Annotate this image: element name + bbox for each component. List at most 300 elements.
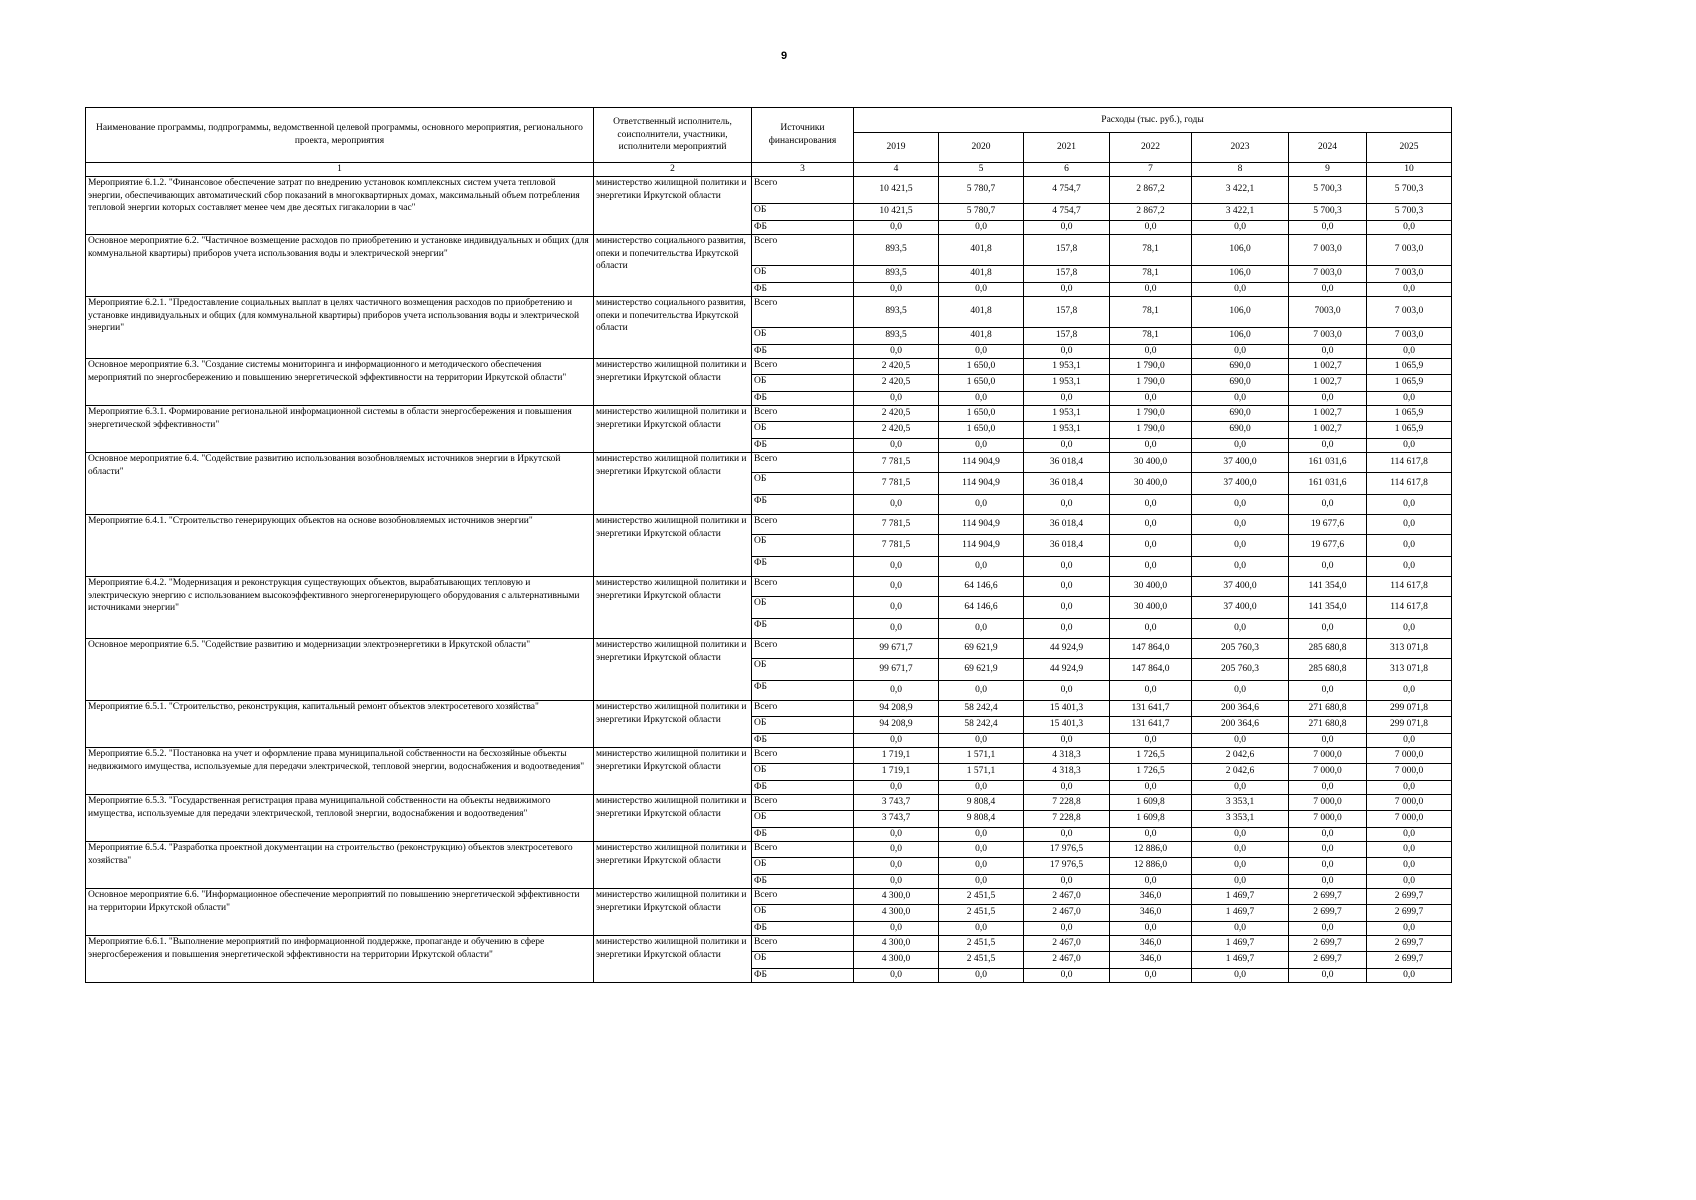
column-index: 10 (1367, 163, 1452, 177)
expense-value: 2 467,0 (1024, 888, 1110, 904)
expense-value: 346,0 (1110, 951, 1192, 968)
expense-value: 7 003,0 (1367, 296, 1452, 327)
funding-source: Всего (752, 452, 854, 472)
expense-value: 0,0 (1289, 494, 1367, 514)
expense-value: 0,0 (1192, 344, 1289, 358)
funding-source: ФБ (752, 282, 854, 296)
expense-value: 0,0 (1367, 680, 1452, 700)
expense-value: 0,0 (1367, 534, 1452, 556)
expense-value: 114 617,8 (1367, 472, 1452, 494)
expense-value: 0,0 (1024, 494, 1110, 514)
expense-value: 0,0 (1110, 534, 1192, 556)
expense-value: 7 781,5 (854, 514, 939, 534)
expense-value: 1 790,0 (1110, 374, 1192, 391)
expense-value: 4 300,0 (854, 888, 939, 904)
funding-source: Всего (752, 514, 854, 534)
expense-value: 5 700,3 (1289, 176, 1367, 203)
expense-value: 0,0 (1024, 220, 1110, 234)
expense-value: 2 699,7 (1289, 904, 1367, 921)
funding-source: ОБ (752, 857, 854, 874)
expense-value: 12 886,0 (1110, 841, 1192, 857)
expense-value: 4 300,0 (854, 935, 939, 951)
expense-value: 4 318,3 (1024, 747, 1110, 763)
expense-value: 0,0 (1024, 780, 1110, 794)
measure-name: Мероприятие 6.4.2. "Модернизация и реконструкция существующих объектов, вырабатывающих тепловую и электрическую энергию с использованием высокоэффективного энергогенерирующего оборудования с альтернативными источниками энергии" (86, 576, 594, 638)
expense-value: 44 924,9 (1024, 638, 1110, 658)
table-row (86, 452, 1452, 472)
measure-name: Мероприятие 6.4.1. "Строительство генерирующих объектов на основе возобновляемых источников энергии" (86, 514, 594, 576)
expense-value: 0,0 (939, 857, 1024, 874)
table-row (86, 296, 1452, 327)
expense-value: 30 400,0 (1110, 472, 1192, 494)
expense-value: 2 451,5 (939, 904, 1024, 921)
expense-value: 36 018,4 (1024, 472, 1110, 494)
expense-value: 1 650,0 (939, 358, 1024, 374)
expense-value: 0,0 (854, 220, 939, 234)
expense-value: 0,0 (939, 438, 1024, 452)
expense-value: 1 719,1 (854, 747, 939, 763)
expense-value: 893,5 (854, 327, 939, 344)
table-row (86, 888, 1452, 904)
expense-value: 0,0 (854, 618, 939, 638)
expense-value: 106,0 (1192, 265, 1289, 282)
expense-value: 0,0 (1110, 618, 1192, 638)
table-row (86, 576, 1452, 596)
header-expenses: Расходы (тыс. руб.), годы (854, 108, 1452, 133)
expense-value: 4 754,7 (1024, 203, 1110, 220)
expense-value: 2 451,5 (939, 951, 1024, 968)
expense-value: 0,0 (1110, 680, 1192, 700)
expense-value: 7 003,0 (1289, 265, 1367, 282)
expense-value: 205 760,3 (1192, 638, 1289, 658)
expense-value: 2 699,7 (1367, 951, 1452, 968)
expense-value: 157,8 (1024, 327, 1110, 344)
expense-value: 0,0 (1367, 780, 1452, 794)
responsible-executor: министерство жилищной политики и энергетики Иркутской области (594, 514, 752, 576)
expense-value: 5 780,7 (939, 203, 1024, 220)
expense-value: 0,0 (1367, 220, 1452, 234)
funding-source: ФБ (752, 780, 854, 794)
funding-source: ОБ (752, 265, 854, 282)
expense-value: 1 571,1 (939, 763, 1024, 780)
expense-value: 0,0 (1367, 556, 1452, 576)
funding-source: ФБ (752, 827, 854, 841)
header-year: 2024 (1289, 133, 1367, 163)
expense-value: 0,0 (1024, 391, 1110, 405)
responsible-executor: министерство жилищной политики и энергетики Иркутской области (594, 405, 752, 452)
expense-value: 0,0 (939, 391, 1024, 405)
expense-value: 0,0 (1289, 344, 1367, 358)
expense-value: 114 904,9 (939, 452, 1024, 472)
funding-source: ФБ (752, 733, 854, 747)
header-name: Наименование программы, подпрограммы, ведомственной целевой программы, основного мероприятия, регионального проекта, мероприятия (86, 108, 594, 163)
header-year: 2025 (1367, 133, 1452, 163)
expense-value: 7 000,0 (1367, 747, 1452, 763)
expense-value: 1 065,9 (1367, 374, 1452, 391)
funding-source: ОБ (752, 327, 854, 344)
expense-value: 37 400,0 (1192, 472, 1289, 494)
header-year: 2021 (1024, 133, 1110, 163)
expense-value: 346,0 (1110, 935, 1192, 951)
expense-value: 0,0 (1110, 282, 1192, 296)
expense-value: 1 790,0 (1110, 358, 1192, 374)
expense-value: 0,0 (1192, 874, 1289, 888)
expense-value: 1 650,0 (939, 421, 1024, 438)
responsible-executor: министерство жилищной политики и энергетики Иркутской области (594, 747, 752, 794)
expense-value: 0,0 (1110, 968, 1192, 982)
funding-source: Всего (752, 405, 854, 421)
expense-value: 94 208,9 (854, 716, 939, 733)
expense-value: 9 808,4 (939, 794, 1024, 810)
measure-name: Мероприятие 6.5.3. "Государственная регистрация права муниципальной собственности на объекты недвижимого имущества, используемые для передачи электрической, тепловой энергии, водоснабжения и водоотведения" (86, 794, 594, 841)
expense-value: 0,0 (854, 841, 939, 857)
expense-value: 0,0 (1192, 733, 1289, 747)
expense-value: 0,0 (1110, 438, 1192, 452)
expense-value: 0,0 (1024, 921, 1110, 935)
funding-source: Всего (752, 234, 854, 265)
measure-name: Основное мероприятие 6.4. "Содействие развитию использования возобновляемых источников энергии в Иркутской области" (86, 452, 594, 514)
funding-source: ОБ (752, 374, 854, 391)
expense-value: 2 699,7 (1367, 935, 1452, 951)
funding-source: ОБ (752, 472, 854, 494)
expense-value: 285 680,8 (1289, 658, 1367, 680)
expense-value: 346,0 (1110, 888, 1192, 904)
header-year: 2019 (854, 133, 939, 163)
expense-value: 0,0 (939, 556, 1024, 576)
expense-value: 0,0 (1110, 391, 1192, 405)
header-source: Источники финансирования (752, 108, 854, 163)
expense-value: 0,0 (1289, 827, 1367, 841)
expense-value: 0,0 (1110, 556, 1192, 576)
expense-value: 1 953,1 (1024, 421, 1110, 438)
funding-source: ОБ (752, 596, 854, 618)
responsible-executor: министерство жилищной политики и энергетики Иркутской области (594, 576, 752, 638)
column-index: 9 (1289, 163, 1367, 177)
expense-value: 10 421,5 (854, 203, 939, 220)
expense-value: 0,0 (1024, 282, 1110, 296)
page-number: 9 (780, 50, 788, 62)
expense-value: 1 571,1 (939, 747, 1024, 763)
expense-value: 0,0 (1110, 514, 1192, 534)
expense-value: 0,0 (1192, 534, 1289, 556)
expense-value: 69 621,9 (939, 658, 1024, 680)
expense-value: 271 680,8 (1289, 700, 1367, 716)
expense-value: 0,0 (1289, 220, 1367, 234)
expense-value: 19 677,6 (1289, 534, 1367, 556)
column-index: 8 (1192, 163, 1289, 177)
expense-value: 0,0 (939, 618, 1024, 638)
expense-value: 0,0 (1289, 841, 1367, 857)
column-index: 5 (939, 163, 1024, 177)
responsible-executor: министерство жилищной политики и энергетики Иркутской области (594, 935, 752, 982)
expense-value: 2 699,7 (1367, 888, 1452, 904)
expense-value: 0,0 (1024, 344, 1110, 358)
expense-value: 94 208,9 (854, 700, 939, 716)
expense-value: 313 071,8 (1367, 658, 1452, 680)
expense-value: 0,0 (854, 556, 939, 576)
expense-value: 299 071,8 (1367, 716, 1452, 733)
expense-value: 1 065,9 (1367, 405, 1452, 421)
expense-value: 0,0 (1110, 344, 1192, 358)
expense-value: 12 886,0 (1110, 857, 1192, 874)
expense-value: 78,1 (1110, 296, 1192, 327)
expense-value: 30 400,0 (1110, 576, 1192, 596)
responsible-executor: министерство жилищной политики и энергетики Иркутской области (594, 841, 752, 888)
expense-value: 0,0 (939, 733, 1024, 747)
expense-value: 37 400,0 (1192, 452, 1289, 472)
funding-source: ОБ (752, 763, 854, 780)
table-row (86, 638, 1452, 658)
responsible-executor: министерство жилищной политики и энергетики Иркутской области (594, 358, 752, 405)
expense-value: 0,0 (1367, 733, 1452, 747)
expense-value: 4 318,3 (1024, 763, 1110, 780)
expense-value: 3 743,7 (854, 794, 939, 810)
expense-value: 1 719,1 (854, 763, 939, 780)
expense-value: 1 726,5 (1110, 747, 1192, 763)
expense-value: 0,0 (1192, 921, 1289, 935)
expense-value: 0,0 (1289, 556, 1367, 576)
expense-value: 114 904,9 (939, 514, 1024, 534)
expense-value: 0,0 (1024, 680, 1110, 700)
expense-value: 0,0 (1110, 220, 1192, 234)
measure-name: Основное мероприятие 6.3. "Создание системы мониторинга и информационного и методического обеспечения мероприятий по энергосбережению и повышению энергетической эффективности на территории Иркутской области" (86, 358, 594, 405)
expense-value: 2 699,7 (1289, 888, 1367, 904)
expense-value: 0,0 (1289, 618, 1367, 638)
expense-value: 106,0 (1192, 296, 1289, 327)
table-row (86, 405, 1452, 421)
measure-name: Основное мероприятие 6.6. "Информационное обеспечение мероприятий по повышению энергетической эффективности на территории Иркутской области" (86, 888, 594, 935)
expense-value: 15 401,3 (1024, 700, 1110, 716)
funding-source: ФБ (752, 874, 854, 888)
expense-value: 5 700,3 (1289, 203, 1367, 220)
expense-value: 2 699,7 (1367, 904, 1452, 921)
expense-value: 401,8 (939, 265, 1024, 282)
expense-value: 2 042,6 (1192, 747, 1289, 763)
expense-value: 0,0 (939, 780, 1024, 794)
expense-value: 0,0 (1192, 391, 1289, 405)
expense-value: 2 451,5 (939, 888, 1024, 904)
expense-value: 0,0 (1192, 827, 1289, 841)
expense-value: 0,0 (1192, 494, 1289, 514)
expense-value: 0,0 (1192, 438, 1289, 452)
funding-source: ОБ (752, 951, 854, 968)
funding-source: ФБ (752, 556, 854, 576)
expense-value: 0,0 (854, 827, 939, 841)
header-year: 2022 (1110, 133, 1192, 163)
expense-value: 0,0 (1367, 874, 1452, 888)
expense-value: 200 364,6 (1192, 716, 1289, 733)
measure-name: Мероприятие 6.5.1. "Строительство, реконструкция, капитальный ремонт объектов электросетевого хозяйства" (86, 700, 594, 747)
funding-source: ФБ (752, 618, 854, 638)
expense-value: 0,0 (854, 576, 939, 596)
expense-value: 147 864,0 (1110, 658, 1192, 680)
expense-value: 0,0 (1367, 921, 1452, 935)
header-year: 2023 (1192, 133, 1289, 163)
expense-value: 5 700,3 (1367, 203, 1452, 220)
funding-source: ФБ (752, 344, 854, 358)
funding-source: ФБ (752, 680, 854, 700)
expense-value: 0,0 (1367, 968, 1452, 982)
expense-value: 0,0 (1192, 857, 1289, 874)
expense-value: 114 617,8 (1367, 452, 1452, 472)
expense-value: 0,0 (939, 220, 1024, 234)
expense-value: 401,8 (939, 327, 1024, 344)
expense-value: 0,0 (854, 391, 939, 405)
expense-value: 0,0 (1024, 576, 1110, 596)
expense-value: 0,0 (1024, 733, 1110, 747)
expense-value: 30 400,0 (1110, 452, 1192, 472)
expense-value: 0,0 (939, 968, 1024, 982)
expense-value: 1 002,7 (1289, 374, 1367, 391)
expense-value: 0,0 (939, 282, 1024, 296)
expense-value: 19 677,6 (1289, 514, 1367, 534)
expense-value: 141 354,0 (1289, 576, 1367, 596)
expense-value: 7 000,0 (1367, 810, 1452, 827)
expense-value: 0,0 (939, 841, 1024, 857)
expense-value: 0,0 (854, 968, 939, 982)
expense-value: 3 743,7 (854, 810, 939, 827)
expense-value: 0,0 (1110, 921, 1192, 935)
expense-value: 2 420,5 (854, 421, 939, 438)
expense-value: 0,0 (1367, 857, 1452, 874)
expense-value: 157,8 (1024, 265, 1110, 282)
expense-value: 9 808,4 (939, 810, 1024, 827)
expense-value: 1 469,7 (1192, 904, 1289, 921)
expense-value: 1 609,8 (1110, 794, 1192, 810)
expense-value: 99 671,7 (854, 638, 939, 658)
expense-value: 114 904,9 (939, 534, 1024, 556)
expense-value: 893,5 (854, 296, 939, 327)
expense-value: 0,0 (1367, 841, 1452, 857)
expense-value: 0,0 (1024, 438, 1110, 452)
funding-source: Всего (752, 638, 854, 658)
expense-value: 2 467,0 (1024, 935, 1110, 951)
budget-table (85, 107, 1452, 983)
expense-value: 7 003,0 (1289, 327, 1367, 344)
expense-value: 313 071,8 (1367, 638, 1452, 658)
expense-value: 0,0 (1024, 968, 1110, 982)
expense-value: 0,0 (939, 680, 1024, 700)
funding-source: ОБ (752, 534, 854, 556)
expense-value: 0,0 (939, 921, 1024, 935)
expense-value: 99 671,7 (854, 658, 939, 680)
expense-value: 0,0 (1367, 618, 1452, 638)
funding-source: Всего (752, 358, 854, 374)
funding-source: Всего (752, 841, 854, 857)
expense-value: 5 780,7 (939, 176, 1024, 203)
table-row (86, 358, 1452, 374)
funding-source: Всего (752, 176, 854, 203)
header-responsible: Ответственный исполнитель, соисполнители, участники, исполнители мероприятий (594, 108, 752, 163)
expense-value: 78,1 (1110, 265, 1192, 282)
expense-value: 0,0 (1289, 921, 1367, 935)
expense-value: 114 904,9 (939, 472, 1024, 494)
expense-value: 7 000,0 (1367, 763, 1452, 780)
responsible-executor: министерство жилищной политики и энергетики Иркутской области (594, 794, 752, 841)
funding-source: ФБ (752, 220, 854, 234)
expense-value: 2 420,5 (854, 405, 939, 421)
measure-name: Основное мероприятие 6.5. "Содействие развитию и модернизации электроэнергетики в Иркутской области" (86, 638, 594, 700)
expense-value: 37 400,0 (1192, 596, 1289, 618)
expense-value: 17 976,5 (1024, 857, 1110, 874)
expense-value: 7 003,0 (1367, 265, 1452, 282)
expense-value: 0,0 (1192, 282, 1289, 296)
expense-value: 0,0 (854, 344, 939, 358)
expense-value: 4 300,0 (854, 951, 939, 968)
measure-name: Мероприятие 6.5.4. "Разработка проектной документации на строительство (реконструкцию) объектов электросетевого хозяйства" (86, 841, 594, 888)
funding-source: ФБ (752, 968, 854, 982)
expense-value: 58 242,4 (939, 700, 1024, 716)
expense-value: 0,0 (854, 494, 939, 514)
expense-value: 271 680,8 (1289, 716, 1367, 733)
expense-value: 690,0 (1192, 358, 1289, 374)
expense-value: 157,8 (1024, 234, 1110, 265)
expense-value: 69 621,9 (939, 638, 1024, 658)
expense-value: 2 867,2 (1110, 203, 1192, 220)
funding-source: ФБ (752, 921, 854, 935)
expense-value: 0,0 (939, 494, 1024, 514)
expense-value: 0,0 (1192, 556, 1289, 576)
expense-value: 161 031,6 (1289, 472, 1367, 494)
expense-value: 106,0 (1192, 234, 1289, 265)
funding-source: Всего (752, 700, 854, 716)
column-index: 6 (1024, 163, 1110, 177)
expense-value: 0,0 (1024, 556, 1110, 576)
expense-value: 1 650,0 (939, 374, 1024, 391)
expense-value: 30 400,0 (1110, 596, 1192, 618)
expense-value: 1 953,1 (1024, 374, 1110, 391)
expense-value: 1 002,7 (1289, 358, 1367, 374)
table-row (86, 794, 1452, 810)
expense-value: 5 700,3 (1367, 176, 1452, 203)
expense-value: 0,0 (854, 733, 939, 747)
table-body (86, 176, 1452, 982)
expense-value: 2 451,5 (939, 935, 1024, 951)
expense-value: 3 353,1 (1192, 794, 1289, 810)
expense-value: 1 469,7 (1192, 888, 1289, 904)
expense-value: 285 680,8 (1289, 638, 1367, 658)
expense-value: 1 953,1 (1024, 405, 1110, 421)
measure-name: Основное мероприятие 6.2. "Частичное возмещение расходов по приобретению и установке индивидуальных и общих (для коммунальной квартиры) приборов учета использования воды и электрической энергии" (86, 234, 594, 296)
expense-value: 200 364,6 (1192, 700, 1289, 716)
expense-value: 15 401,3 (1024, 716, 1110, 733)
funding-source: Всего (752, 888, 854, 904)
expense-value: 690,0 (1192, 374, 1289, 391)
expense-value: 161 031,6 (1289, 452, 1367, 472)
expense-value: 36 018,4 (1024, 514, 1110, 534)
expense-value: 36 018,4 (1024, 452, 1110, 472)
expense-value: 0,0 (1289, 438, 1367, 452)
expense-value: 7 000,0 (1289, 794, 1367, 810)
expense-value: 2 042,6 (1192, 763, 1289, 780)
expense-value: 0,0 (854, 282, 939, 296)
column-index: 3 (752, 163, 854, 177)
expense-value: 37 400,0 (1192, 576, 1289, 596)
expense-value: 0,0 (1367, 391, 1452, 405)
funding-source: ФБ (752, 391, 854, 405)
expense-value: 0,0 (1192, 514, 1289, 534)
expense-value: 1 726,5 (1110, 763, 1192, 780)
funding-source: ОБ (752, 810, 854, 827)
expense-value: 0,0 (1289, 282, 1367, 296)
expense-value: 0,0 (1367, 514, 1452, 534)
expense-value: 0,0 (1367, 344, 1452, 358)
funding-source: Всего (752, 794, 854, 810)
column-index: 1 (86, 163, 594, 177)
column-index: 2 (594, 163, 752, 177)
expense-value: 0,0 (1289, 680, 1367, 700)
expense-value: 1 650,0 (939, 405, 1024, 421)
